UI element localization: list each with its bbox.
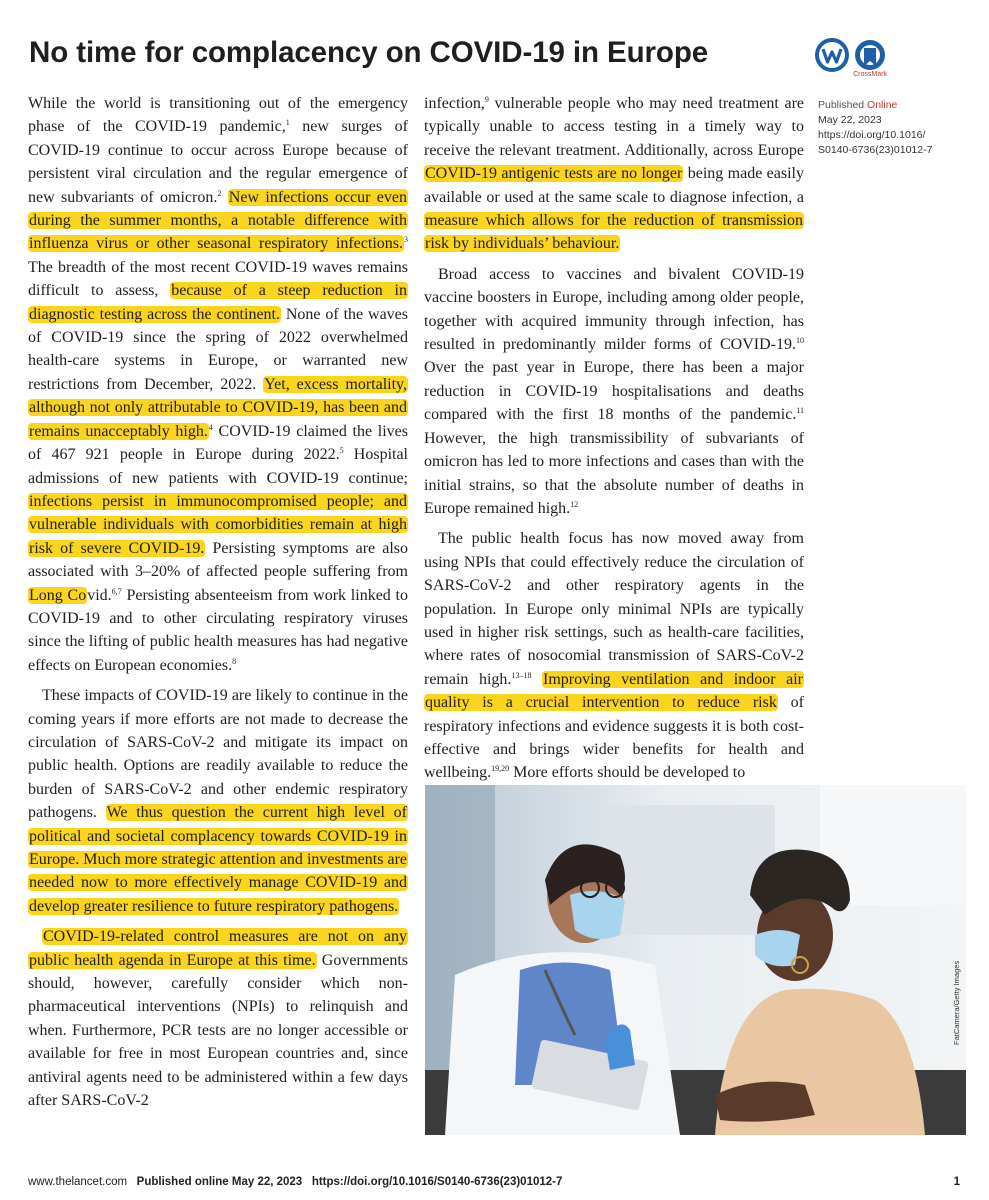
crossmark-icon[interactable] [853,38,887,72]
published-label: Published [818,99,865,111]
article-title: No time for complacency on COVID-19 in Europe [29,36,709,69]
doi-line-1[interactable]: https://doi.org/10.1016/ [818,129,926,141]
highlight: New infections occur even during the summer months, a notable difference with influenza virus or other seasonal respiratory infections. [29,188,408,253]
doctor-patient-illustration [425,785,966,1135]
highlight: Improving ventilation and indoor air quality is a crucial intervention to reduce risk [425,670,804,712]
article-photo [425,785,966,1135]
highlight: Long Co [29,586,87,604]
paragraph: While the world is transitioning out of the emergency phase of the COVID-19 pandemic,$^1$ new surges of COVID-19 continue to occur across Europe because of persistent viral circulation and the regular emergence of new subvariants of omicron.$^2$ New infections occur even during the summer months, a notable difference with influenza virus or other seasonal respiratory infections.$^3$ The breadth of the most recent COVID-19 waves remains difficult to assess, because of a steep reduction in diagnostic testing across the continent. None of the waves of COVID-19 since the spring of 2022 overwhelmed health-care systems in Europe, or warranted new restrictions from December, 2022. Yet, excess mortality, although not only attributable to COVID-19, has been and remains unacceptably high.$^4$ COVID-19 claimed the lives of 467 921 people in Europe during 2022.$^5$ Hospital admissions of new patients with COVID-19 continue; infections persist in immunocompromised people; and vulnerable individuals with comorbidities remain at high risk of severe COVID-19. Persisting symptoms are also associated with 3–20% of affected people suffering from Long Covid.$^{6,7}$ Persisting absenteeism from work linked to COVID-19 and to other circulating respiratory viruses since the lifting of public health measures has had negative effects on European economies.$^8$ [28,95,409,674]
photo-credit: FatCamera/Getty Images [952,960,961,1045]
online-label: Online [867,99,898,111]
open-access-logo-icon[interactable] [815,38,849,72]
text-column-right [424,92,804,792]
highlight: COVID-19 antigenic tests are no longer [425,165,683,183]
footer-site-link[interactable]: www.thelancet.com [28,1176,128,1188]
paragraph: Broad access to vaccines and bivalent COVID-19 vaccine boosters in Europe, including among older people, together with acquired immunity through infection, has resulted in predominantly milder forms of COVID-19.10 Over the past year in Europe, there has been a major reduction in COVID-19 hospitalisations and deaths compared with the first 18 months of the pandemic.$^{11}$ However, the high transmissibility of subvariants of omicron has led to more infections and cases than with the initial strains, so that the absolute number of deaths in Europe remained high.$^{12}$ [424,265,804,517]
footer-published: Published online May 22, 2023 [136,1176,303,1188]
highlight: measure which allows for the reduction of transmission risk by individuals’ behaviour. [425,212,803,253]
paragraph: The public health focus has now moved away from using NPIs that could effectively reduce the circulation of SARS-CoV-2 and other respiratory agents in the population. In Europe only minimal NPIs are typically used in higher risk settings, such as health-care facilities, where rates of nosocomial transmission of SARS-CoV-2 remain high.$^{13-18}$ Improving ventilation and indoor air quality is a crucial intervention to reduce risk of respiratory infections and evidence suggests it is both cost-effective and brings wider benefits for health and wellbeing.$^{19,20}$ More efforts should be developed to [424,530,805,782]
doi-line-2[interactable]: S0140-6736(23)01012-7 [818,144,933,156]
highlight: COVID-19-related control measures are not on any public health agenda in Europe at this time. [29,928,407,969]
paragraph: COVID-19-related control measures are not on any public health agenda in Europe at this time. Governments should, however, carefully consider which non-pharmaceutical interventions (NPIs) to relinquish and when. Furthermore, PCR tests are no longer accessible or available for free in most European countries and, since antiviral agents need to be administered within a few days after SARS-CoV-2 [28,928,409,1110]
page-footer [28,1176,968,1188]
published-date: May 22, 2023 [818,114,882,126]
paragraph: infection,$^9$ vulnerable people who may need treatment are typically unable to access testing in a timely way to receive the relevant treatment. Additionally, across Europe COVID-19 antigenic tests are no longer being made easily available or used at the same scale to diagnose infection, a measure which allows for the reduction of transmission risk by individuals’ behaviour. [424,95,804,253]
highlight: We thus question the current high level of political and societal complacency towards COVID-19 in Europe. Much more strategic attention and investments are needed now to more effectively manage COVID-19 and develop greater resilience to future respiratory pathogens. [29,804,408,915]
footer-doi[interactable]: https://doi.org/10.1016/S0140-6736(23)01012-7 [311,1176,563,1188]
highlight: because of a steep reduction in diagnostic testing across the continent. [29,282,407,323]
publication-info [818,98,968,158]
paragraph: These impacts of COVID-19 are likely to continue in the coming years if more efforts are not made to decrease the circulation of SARS-CoV-2 and mitigate its impact on public health. Options are readily available to reduce the burden of SARS-CoV-2 and other endemic respiratory pathogens. We thus question the current high level of political and societal complacency towards COVID-19 in Europe. Much more strategic attention and investments are needed now to more effectively manage COVID-19 and develop greater resilience to future respiratory pathogens. [28,687,408,915]
doi-link[interactable] [818,128,968,158]
text-column-left [28,92,408,1119]
page-number: 1 [953,1176,960,1188]
highlight: Yet, excess mortality, although not only attributable to COVID-19, has been and remains unacceptably high. [29,375,408,440]
highlight: infections persist in immunocompromised people; and vulnerable individuals with comorbidities remain at high risk of severe COVID-19. [29,492,407,557]
crossmark-label: CrossMark [853,71,887,78]
